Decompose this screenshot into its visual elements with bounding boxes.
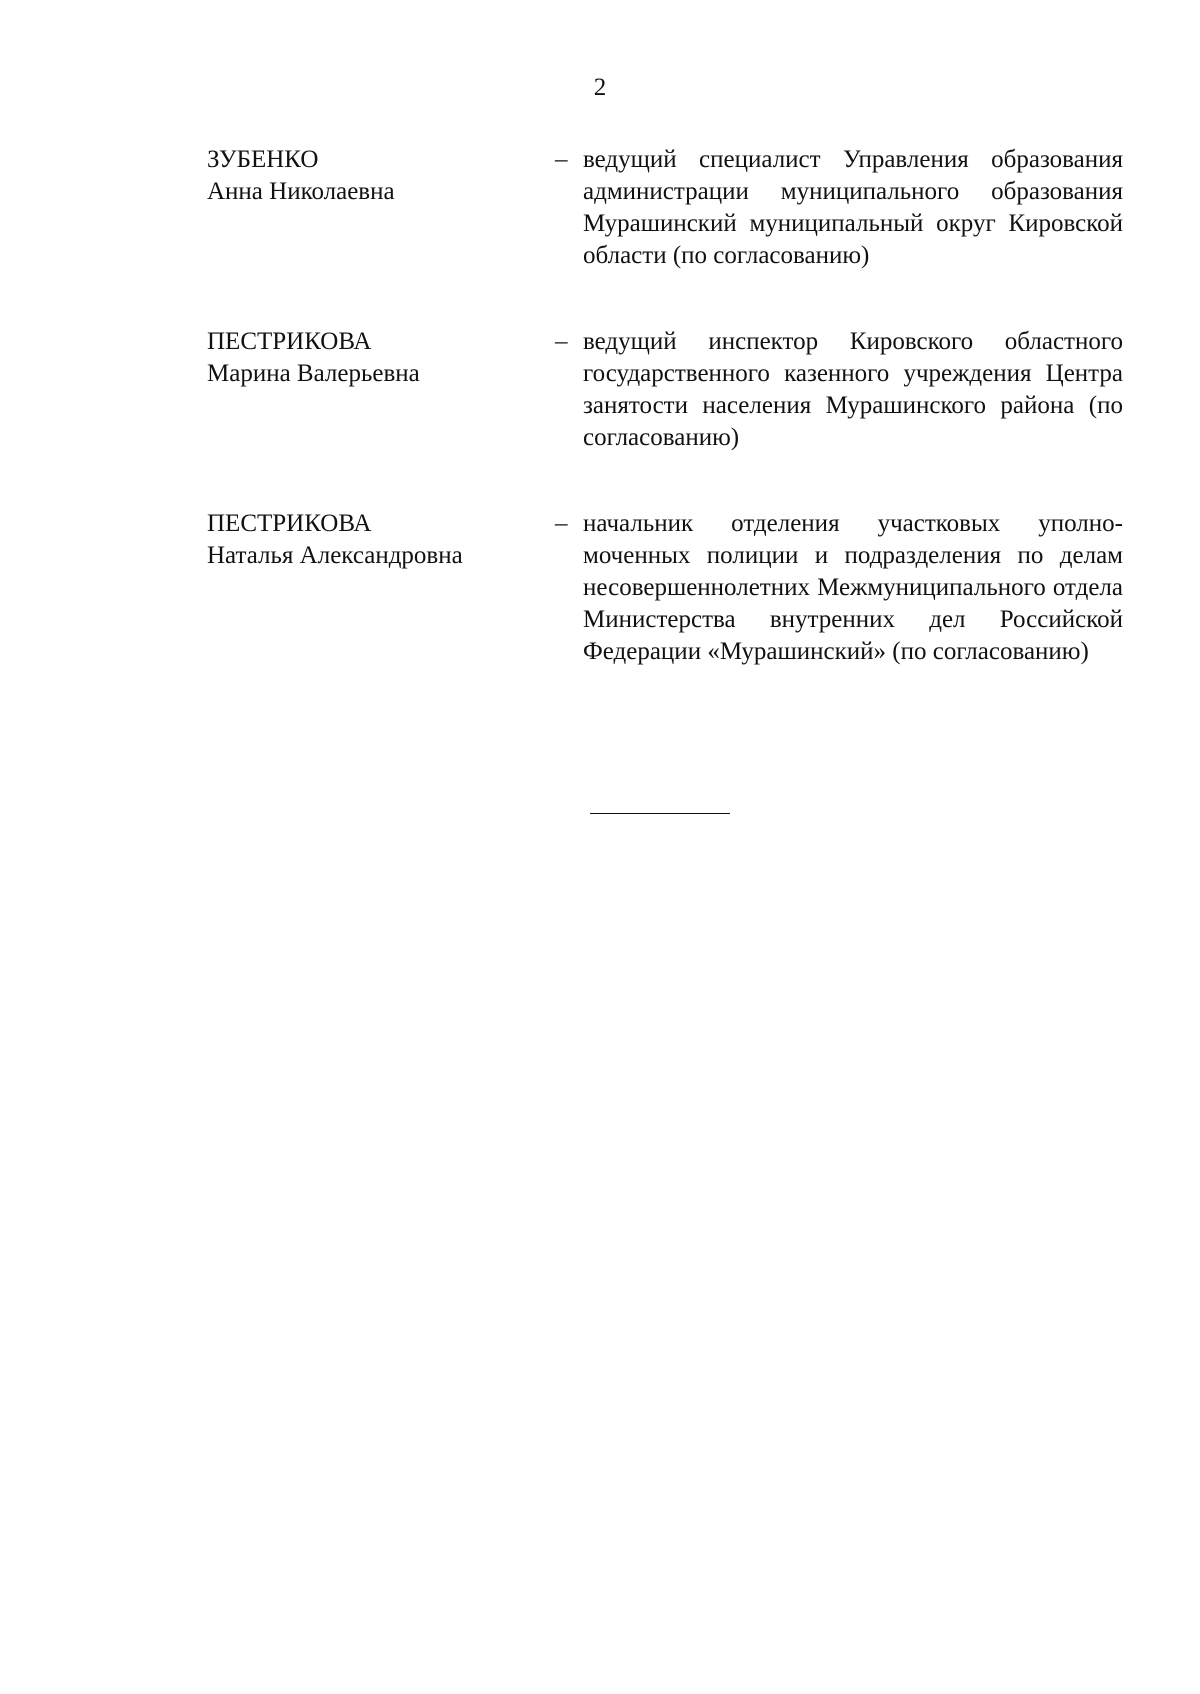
member-surname: ПЕСТРИКОВА: [207, 328, 372, 355]
member-role: ведущий специалист Управления образования администрации муниципального образования Мурашинский муниципальный округ Кировской области (по согласованию): [583, 146, 1123, 269]
member-dash: –: [555, 328, 568, 355]
member-given-names: Наталья Александровна: [207, 542, 463, 569]
member-surname: ЗУБЕНКО: [207, 146, 319, 173]
member-list: [207, 144, 1123, 722]
member-entry: [207, 326, 1123, 454]
member-dash: –: [555, 510, 568, 537]
member-surname: ПЕСТРИКОВА: [207, 510, 372, 537]
member-given-names: Марина Валерьевна: [207, 360, 420, 387]
member-name: [207, 326, 555, 390]
member-role: ведущий инспектор Кировского областного государственного казенного учреждения Центра занятости населения Мурашинского района (по согласованию): [583, 328, 1123, 451]
member-name: [207, 508, 555, 572]
member-name: [207, 144, 555, 208]
member-given-names: Анна Николаевна: [207, 178, 395, 205]
member-dash: –: [555, 146, 568, 173]
member-role: начальник отделения участковых уполномоченных полиции и подразделения по делам несовершеннолетних Межмуниципального отдела Министерства внутренних дел Российской Федерации «Мурашинский» (по согласованию): [583, 510, 1123, 665]
member-entry: [207, 144, 1123, 272]
member-entry: [207, 508, 1123, 668]
closing-rule: [590, 813, 730, 814]
page-number: 2: [593, 74, 607, 101]
